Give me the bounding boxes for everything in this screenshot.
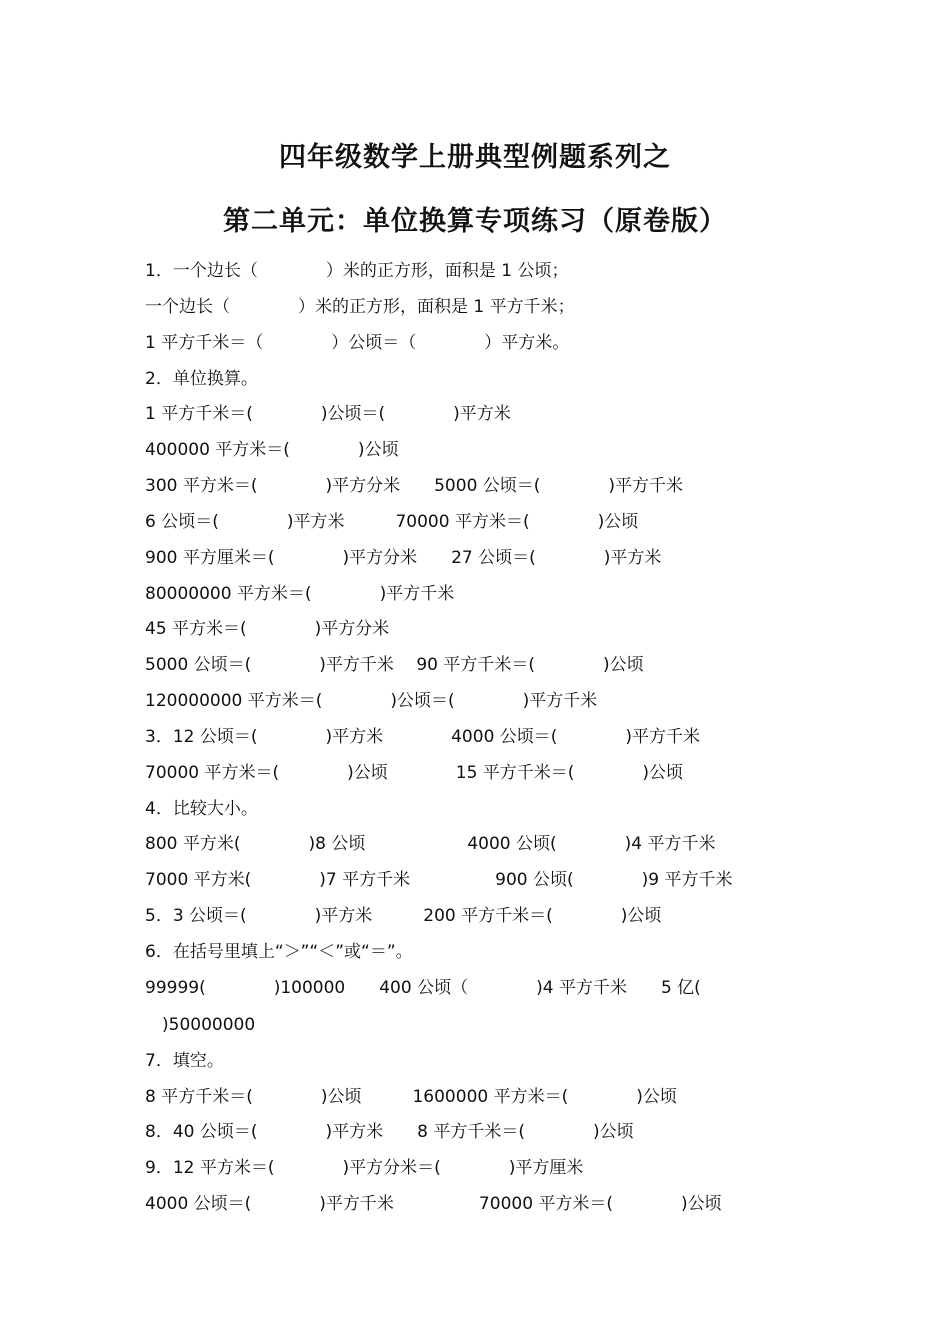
document-title: 四年级数学上册典型例题系列之	[279, 142, 671, 173]
exercise-line: 8．40 公顷＝( )平方米 8 平方千米＝( )公顷	[145, 1122, 634, 1142]
exercise-line: 1．一个边长（ ）米的正方形，面积是 1 公顷；	[145, 261, 569, 281]
exercise-line: 45 平方米＝( )平方分米	[145, 619, 390, 639]
exercise-line: 70000 平方米＝( )公顷 15 平方千米＝( )公顷	[145, 763, 684, 783]
document-subtitle: 第二单元：单位换算专项练习（原卷版）	[223, 206, 727, 237]
exercise-line: 5000 公顷＝( )平方千米 90 平方千米＝( )公顷	[145, 655, 644, 675]
exercise-line: 6．在括号里填上“＞”“＜”或“＝”。	[145, 942, 413, 962]
exercise-line: 1 平方千米＝（ ）公顷＝（ ）平方米。	[145, 333, 570, 353]
exercise-line: 2．单位换算。	[145, 369, 258, 389]
exercise-line: 1 平方千米＝( )公顷＝( )平方米	[145, 404, 511, 424]
exercise-line: 3．12 公顷＝( )平方米 4000 公顷＝( )平方千米	[145, 727, 701, 747]
exercise-line: 300 平方米＝( )平方分米 5000 公顷＝( )平方千米	[145, 476, 684, 496]
exercise-line: 8 平方千米＝( )公顷 1600000 平方米＝( )公顷	[145, 1087, 677, 1107]
exercise-line: 6 公顷＝( )平方米 70000 平方米＝( )公顷	[145, 512, 639, 532]
exercise-line: 9．12 平方米＝( )平方分米＝( )平方厘米	[145, 1158, 584, 1178]
exercise-line: 80000000 平方米＝( )平方千米	[145, 584, 455, 604]
exercise-line: 4．比较大小。	[145, 799, 258, 819]
exercise-line: 800 平方米( )8 公顷 4000 公顷( )4 平方千米	[145, 834, 716, 854]
exercise-line: 4000 公顷＝( )平方千米 70000 平方米＝( )公顷	[145, 1194, 722, 1214]
exercise-line: 99999( )100000 400 公顷（ )4 平方千米 5 亿(	[145, 978, 701, 998]
exercise-line: )50000000	[145, 1015, 256, 1035]
exercise-line: 7000 平方米( )7 平方千米 900 公顷( )9 平方千米	[145, 870, 733, 890]
exercise-line: 900 平方厘米＝( )平方分米 27 公顷＝( )平方米	[145, 548, 662, 568]
exercise-line: 5．3 公顷＝( )平方米 200 平方千米＝( )公顷	[145, 906, 662, 926]
exercise-line: 7．填空。	[145, 1051, 224, 1071]
exercise-line: 400000 平方米＝( )公顷	[145, 440, 399, 460]
exercise-line: 一个边长（ ）米的正方形，面积是 1 平方千米；	[145, 297, 575, 317]
exercise-line: 120000000 平方米＝( )公顷＝( )平方千米	[145, 691, 598, 711]
